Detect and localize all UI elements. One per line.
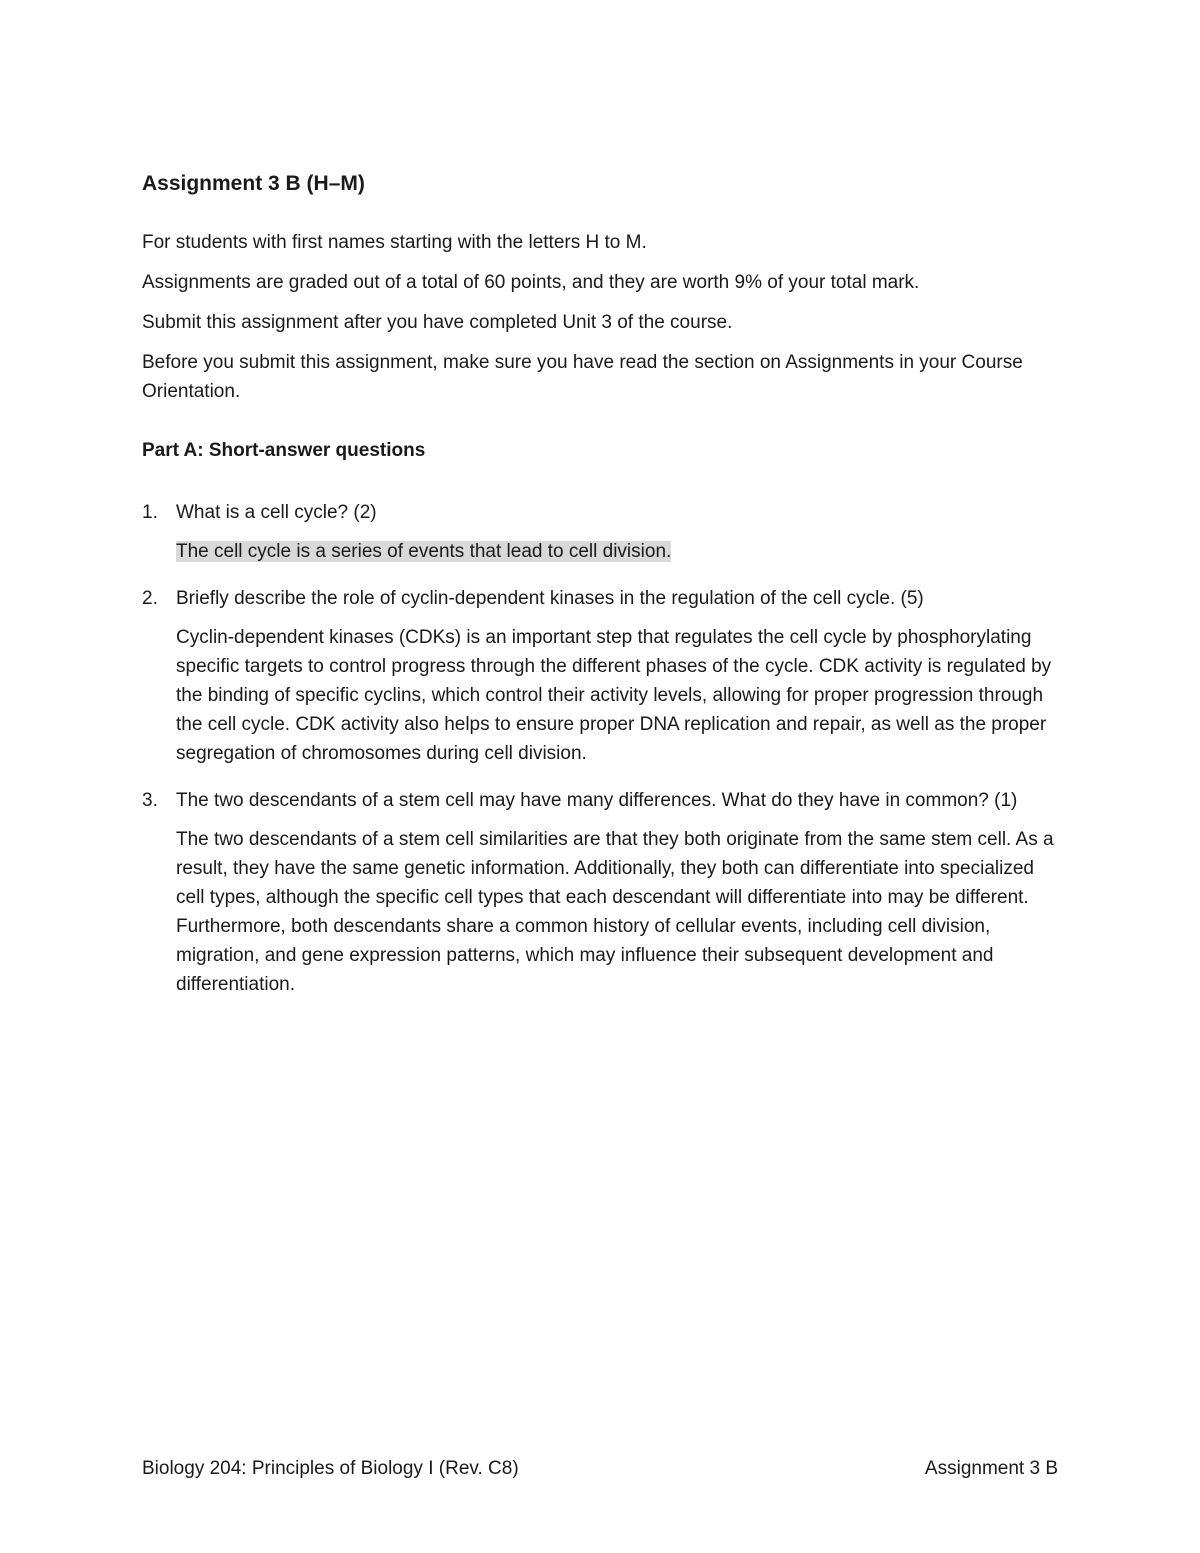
question-item bbox=[142, 498, 1062, 566]
intro-section bbox=[142, 228, 1062, 406]
document-body bbox=[142, 168, 1062, 1017]
question-text: What is a cell cycle? (2) bbox=[176, 502, 377, 523]
intro-paragraph: For students with first names starting with the letters H to M. bbox=[142, 232, 647, 253]
page-footer bbox=[142, 1454, 1058, 1483]
answer-text bbox=[176, 537, 1062, 566]
question-item bbox=[142, 584, 1062, 768]
question-number: 3. bbox=[142, 790, 158, 811]
intro-paragraph: Submit this assignment after you have completed Unit 3 of the course. bbox=[142, 312, 733, 333]
question-number: 1. bbox=[142, 502, 158, 523]
question-number: 2. bbox=[142, 588, 158, 609]
question-item bbox=[142, 786, 1062, 999]
highlighted-answer: The cell cycle is a series of events that lead to cell division. bbox=[176, 541, 672, 562]
page-title: Assignment 3 B (H–M) bbox=[142, 172, 365, 195]
footer-course: Biology 204: Principles of Biology I (Rev. C8) bbox=[142, 1458, 519, 1479]
intro-paragraph: Assignments are graded out of a total of 60 points, and they are worth 9% of your total mark. bbox=[142, 272, 920, 293]
footer-assignment: Assignment 3 B bbox=[924, 1458, 1058, 1479]
question-text: Briefly describe the role of cyclin-dependent kinases in the regulation of the cell cycle. (5) bbox=[176, 588, 924, 609]
answer-text: The two descendants of a stem cell similarities are that they both originate from the same stem cell. As a result, they have the same genetic information. Additionally, they both can differentiate into specialized cell types, although the specific cell types that each descendant will differentiate into may be different. Furthermore, both descendants share a common history of cellular events, including cell division, migration, and gene expression patterns, which may influence their subsequent development and differentiation. bbox=[176, 829, 1054, 995]
section-heading: Part A: Short-answer questions bbox=[142, 440, 426, 461]
intro-paragraph: Before you submit this assignment, make sure you have read the section on Assignments in your Course Orientation. bbox=[142, 352, 1023, 402]
question-text: The two descendants of a stem cell may have many differences. What do they have in common? (1) bbox=[176, 790, 1018, 811]
answer-text: Cyclin-dependent kinases (CDKs) is an important step that regulates the cell cycle by phosphorylating specific targets to control progress through the different phases of the cycle. CDK activity is regulated by the binding of specific cyclins, which control their activity levels, allowing for proper progression through the cell cycle. CDK activity also helps to ensure proper DNA replication and repair, as well as the proper segregation of chromosomes during cell division. bbox=[176, 627, 1052, 764]
question-list bbox=[142, 498, 1062, 999]
